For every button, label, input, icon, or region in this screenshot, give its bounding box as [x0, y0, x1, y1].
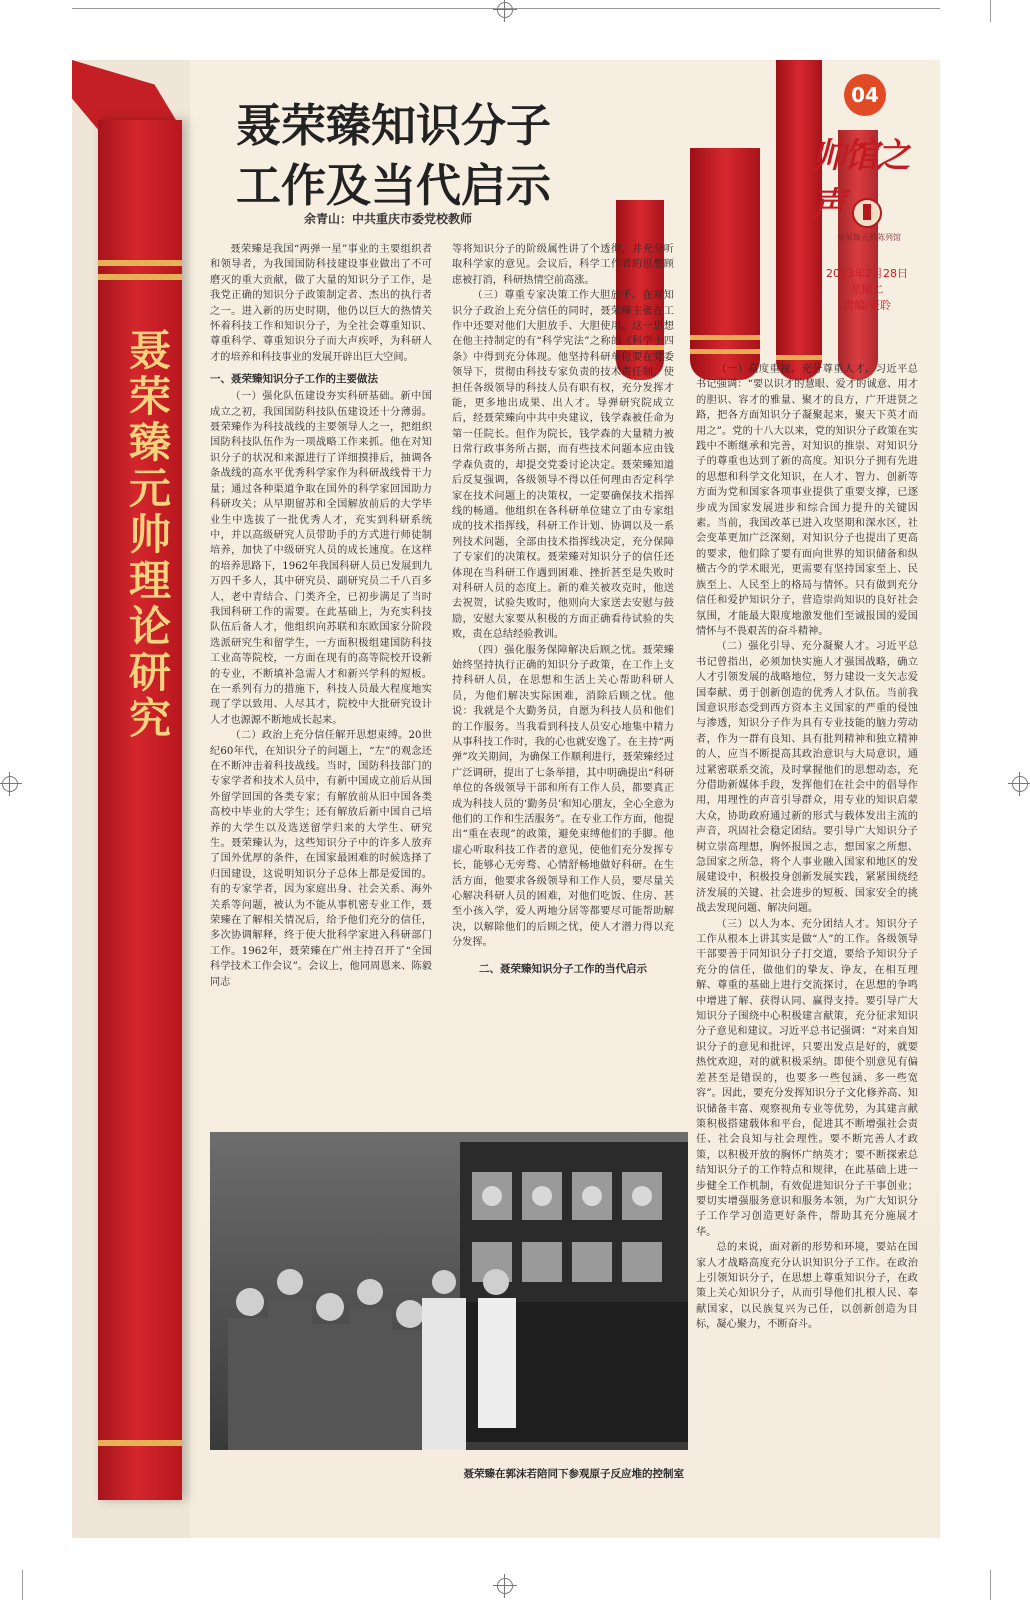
- red-book-spine: [98, 120, 182, 1500]
- museum-emblem-icon: [852, 198, 882, 228]
- issue-meta: [812, 266, 922, 314]
- registration-mark: [497, 1578, 513, 1594]
- crop-mark: [990, 0, 991, 22]
- paragraph: （三）以人为本、充分团结人才。知识分子工作从根本上讲其实是做“人”的工作。各级领导干部要善于同知识分子打交道，要给予知识分子充分的信任，做他们的挚友、诤友，在相互理解、尊重的基础上进行交流探讨，在思想的争鸣中增进了解、获得认同、赢得支持。要引导广大知识分子围绕中心积极建言献策，充分征求知识分子意见和建议。习近平总书记强调：“对来自知识分子的意见和批评，只要出发点是好的，就要热忱欢迎，对的就积极采纳。即使个别意见有偏差甚至是错误的，也要多一些包涵、多一些宽容”。因此，要充分发挥知识分子文化修养高、知识储备丰富、观察视角专业等优势，为其建言献策积极搭建载体和平台，促进其不断增强社会责任、社会良知与社会理性。要不断完善人才政策，以积极开放的胸怀广纳英才；要不断探索总结知识分子的工作特点和规律，在此基础上进一步健全工作机制，有效促进知识分子干事创业；要切实增强服务意识和服务本领，为广大知识分子工作学习创造更好条件，帮助其充分施展才华。: [696, 918, 918, 1238]
- registration-mark: [2, 776, 18, 792]
- article-title: [236, 96, 596, 216]
- paragraph: （一）强化队伍建设夯实科研基础。新中国成立之初，我国国防科技队伍建设还十分薄弱。聂荣臻作为科技战线的主要领导人之一，把组织国防科技队伍作为一项战略工作来抓。他在对知识分子的状况和来源进行了详细摸排后，抽调各条战线的高水平优秀科学家作为科研战线骨干力量；通过各种渠道争取在国外的科学家回国助力科研攻关；从早期留苏和全国解放前后的大学毕业生中选拔了一批优秀人才，充实到科研系统中，并以高级研究人员带助手的方式进行师徒制培养，加快了中级研究人员的成长速度。在这样的培养思路下，1962年我国科研人员已发展到九万四千多人，其中研究员、副研究员二千八百多人，老中青结合、门类齐全，已初步满足了当时我国科研工作的需要。在此基础上，为充实科技队伍后备人才，他组织向苏联和东欧国家分阶段选派研究生和留学生，一方面积极组建国防科技工业高等院校，一方面在现有的高等院校开设新的专业，不断填补急需人才和新兴学科的短板。在一系列有力的措施下，科技人员最大程度地实现了学以致用、人尽其才，院校中大批研究设计人才也源源不断地成长起来。: [210, 391, 432, 726]
- crop-mark: [990, 1570, 991, 1600]
- book-decoration: [690, 148, 760, 380]
- org-name: 聂荣臻元帅陈列馆: [837, 233, 901, 242]
- spine-band: [98, 260, 182, 266]
- registration-mark: [1012, 776, 1028, 792]
- spine-title: 聂荣臻元帅理论研究: [123, 328, 172, 742]
- photo-caption: 聂荣臻在郭沫若陪同下参观原子反应堆的控制室: [463, 1468, 684, 1480]
- section-heading: 一、聂荣臻知识分子工作的主要做法: [210, 373, 378, 386]
- paragraph: 总的来说，面对新的形势和环境，要站在国家人才战略高度充分认识知识分子工作。在政治上引领知识分子，在思想上尊重知识分子，在政策上关心知识分子，从而引导他们扎根人民、奉献国家，以民族复兴为己任，以创新创造为目标，凝心聚力，不断奋斗。: [696, 1242, 918, 1331]
- paragraph: （二）政治上充分信任解开思想束缚。20世纪60年代，在知识分子的问题上，“左”的观念还在不断冲击着科技战线。当时，国防科技部门的专家学者和技术人员中，有新中国成立前后从国外留学回国的各类专家；有解放前从旧中国各类高校中毕业的大学生；还有解放后新中国自己培养的大学生以及选送留学归来的大学生、研究生。聂荣臻认为，这些知识分子中的许多人放弃了国外优厚的条件，在国家最困难的时候选择了归国建设，这说明知识分子总体上都是爱国的。有的专家学者，因为家庭出身、社会关系、海外关系等问题，被认为不能从事机密专业工作，聂荣臻在了解相关情况后，给予他们充分的信任，多次协调解释，终于使大批科学家进入科研部门工作。1962年，聂荣臻在广州主持召开了“全国科学技术工作会议”。会议上，他同周恩来、陈毅同志: [210, 730, 432, 988]
- section-heading: 二、聂荣臻知识分子工作的当代启示: [479, 962, 647, 975]
- newspaper-page: [72, 60, 940, 1538]
- paragraph: 聂荣臻是我国“两弹一星”事业的主要组织者和领导者，为我国国防科技建设事业做出了不可磨灭的重大贡献，做了大量的知识分子工作，是我党正确的知识分子政策制定者、杰出的执行者之一。进入新的历史时期，他仍以巨大的热情关怀着科技工作和知识分子，为全社会尊重知识、尊重科学、尊重知识分子而大声疾呼，为科研人才的培养和科技事业的发展开辟出巨大空间。: [210, 244, 432, 363]
- historical-photo: [210, 1132, 688, 1450]
- text-column-2: [452, 242, 674, 1092]
- paragraph: 等将知识分子的阶级属性讲了个透彻，并充分听取科学家的意见。会议后，科学工作者的思想顾虑被打消，科研热情空前高涨。: [452, 244, 674, 286]
- book-spine-area: [72, 60, 190, 1538]
- title-line: 工作及当代启示: [236, 159, 552, 212]
- crop-mark: [22, 1570, 23, 1600]
- paragraph: （二）强化引导、充分凝聚人才。习近平总书记曾指出，必须加快实施人才强国战略，确立人才引领发展的战略地位，努力建设一支矢志爱国奉献、勇于创新创造的优秀人才队伍。当前我国意识形态受到西方资本主义国家的严重的侵蚀与渗透，知识分子作为具有专业技能的脑力劳动者，作为一群有良知、具有批判精神和独立精神的人，应当不断提高其政治意识与大局意识，通过紧密联系交流，及时掌握他们的思想动态，充分借助新媒体手段，发挥他们在社会中的倡导作用，用理性的声音引导群众，用专业的知识启蒙大众，协助政府通过新的形式与载体发出主流的声音，巩固社会稳定团结。要引导广大知识分子树立崇高理想，胸怀报国之志，想国家之所想、急国家之所急，将个人事业融入国家和地区的发展建设中，积极投身创新发展实践，紧紧围绕经济发展的关键、社会进步的短板、国家安全的挑战去发现问题、解决问题。: [696, 641, 918, 915]
- spine-band: [98, 1440, 182, 1446]
- text-column-3: [696, 362, 918, 1492]
- spine-band: [98, 274, 182, 280]
- registration-mark: [497, 2, 513, 18]
- page-number-badge: 04: [844, 74, 886, 116]
- title-line: 聂荣臻知识分子: [236, 99, 552, 152]
- paragraph: （四）强化服务保障解决后顾之忧。聂荣臻始终坚持执行正确的知识分子政策，在工作上支持科研人员，在思想和生活上关心帮助科研人员，为他们解决实际困难，消除后顾之忧。他说：我就是个大勤务员，自愿为科技人员和他们的工作服务。当我看到科技人员安心地集中精力从事科技工作时，我的心也就安逸了。在主持“两弹”攻关期间，为确保工作顺利进行，聂荣臻经过广泛调研，提出了七条举措，其中明确提出“科研单位的各级领导干部和所有工作人员，都要真正成为科技人员的‘勤务员’和知心朋友，全心全意为他们的工作和生活服务”。在专业工作方面，他提出“重在表现”的政策，避免束缚他们的手脚。他虚心听取科技工作者的意见，使他们充分发挥专长，能够心无旁骛、心情舒畅地做好科研。在生活方面，他要求各级领导和工作人员，要尽量关心解决科研人员的困难，对他们吃饭、住房、甚至小孩入学，爱人两地分居等都要尽可能帮助解决，以解除他们的后顾之忧，使人才潜力得以充分发挥。: [452, 644, 674, 949]
- column-brand: 帅馆之声: [812, 136, 908, 225]
- issue-weekday: 星期二: [850, 283, 884, 296]
- issue-date: 2023年2月28日: [826, 267, 908, 280]
- article-author: 余青山：中共重庆市委党校教师: [304, 212, 473, 226]
- paragraph: （一）高度重视、充分尊重人才。习近平总书记强调：“要以识才的慧眼、爱才的诚意、用才的胆识、容才的雅量、聚才的良方，广开进贤之路，把各方面知识分子凝聚起来，聚天下英才而用之”。党的十八大以来，党的知识分子政策在实践中不断继承和完善，对知识的推崇、对知识分子的尊重也达到了新的高度。知识分子拥有先进的思想和科学文化知识，在人才、智力、创新等方面为党和国家各项事业提供了重要支撑，已逐步成为国家发展进步和综合国力提升的关键因素。当前，我国改革已进入攻坚期和深水区，社会变革更加广泛深刻，对知识分子也提出了更高的要求，他们除了要有面向世界的知识储备和纵横古今的学术眼光，更需要有坚持国家至上、民族至上、人民至上的格局与情怀。只有做到充分信任和爱护知识分子，营造崇尚知识的良好社会氛围，才能最大限度地激发他们至诚报国的爱国情怀与不畏艰苦的奋斗精神。: [696, 364, 918, 637]
- issue-editor: 责编/聂聆: [843, 299, 891, 312]
- paragraph: （三）尊重专家决策工作大胆放手。在对知识分子政治上充分信任的同时，聂荣臻主张在工作中还要对他们大胆放手、大胆使用。这一思想在他主持制定的有“科学宪法”之称的《科学十四条》中得到充分体现。他坚持科研单位要在党委领导下，贯彻由科技专家负责的技术责任制，使担任各级领导的科技人员有职有权，充分发挥才能，更多地出成果、出人才。导弹研究院成立后，经聂荣臻向中共中央建议，钱学森被任命为第一任院长。但作为院长，钱学森的大量精力被日常行政事务所占据，而有些技术问题本应由钱学森负责的，却提交党委讨论决定。聂荣臻知道后反复强调，各级领导不得以任何理由否定科学家在技术问题上的决策权，一定要确保技术指挥线的畅通。他组织在各科研单位建立了由专家组成的技术指挥线，科研工作计划、协调以及一系列技术问题，全部由技术指挥线决定，充分保障了专家们的决策权。聂荣臻对知识分子的信任还体现在当科研工作遇到困难、挫折甚至是失败时对科研人员的态度上。新的难关被攻克时，他送去祝贺，试验失败时，他则向大家送去安慰与鼓励，安慰大家要从积极的方面正确看待试验的失败，责在总结经验教训。: [452, 290, 674, 641]
- photo-illustration: [210, 1132, 688, 1450]
- text-column-1: [210, 242, 432, 1112]
